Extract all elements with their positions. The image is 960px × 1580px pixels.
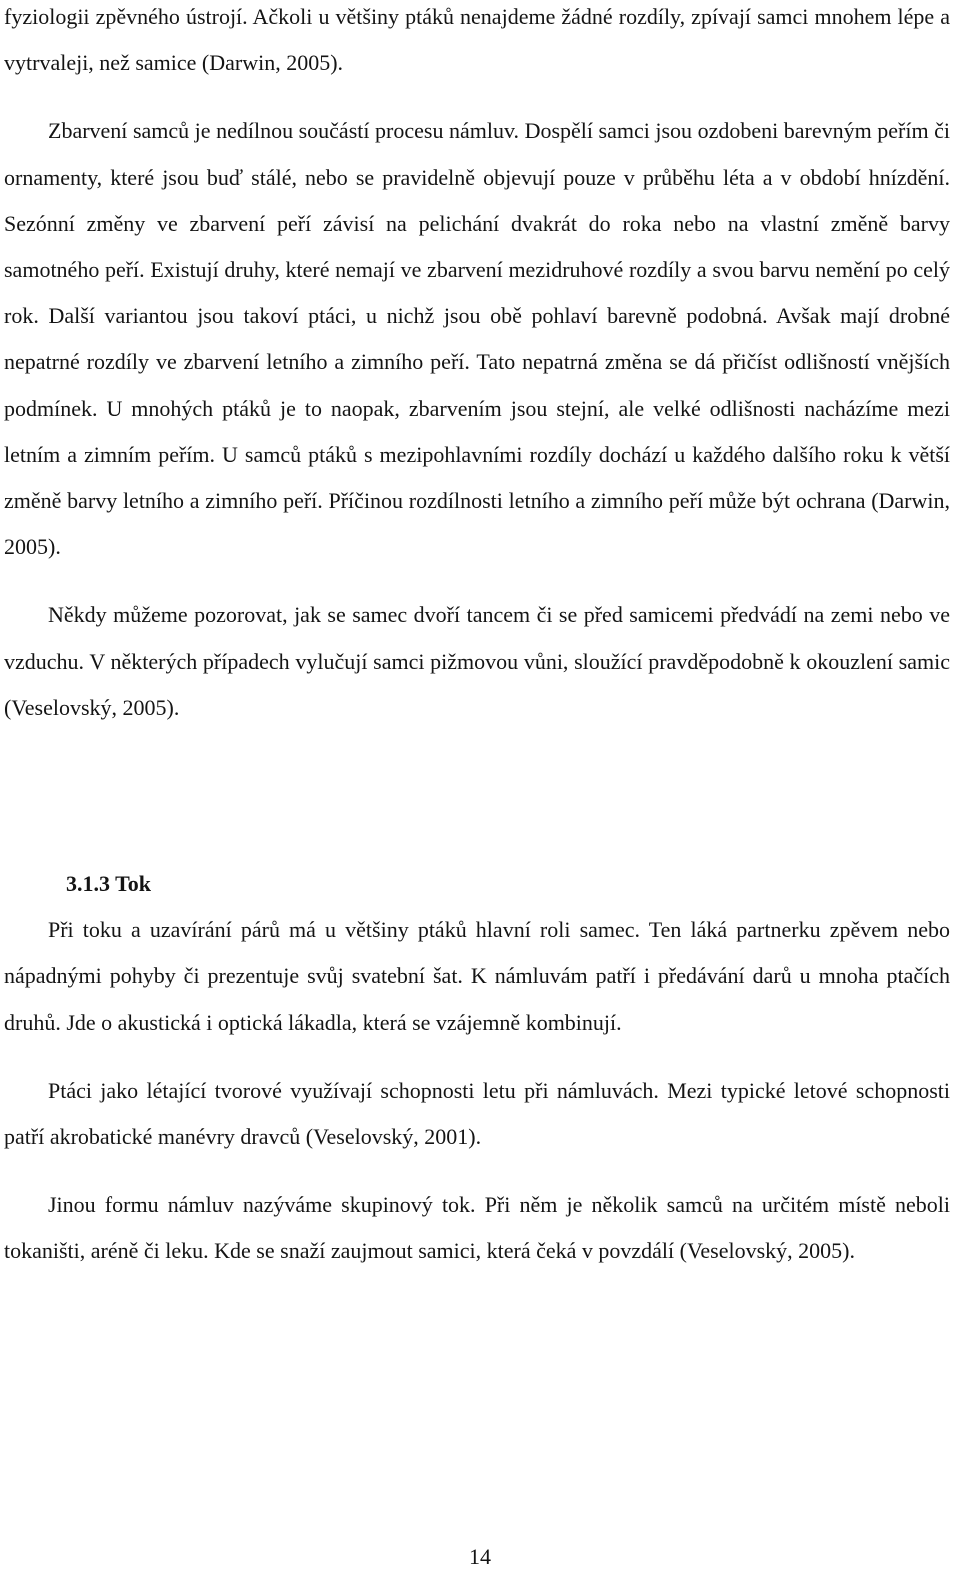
paragraph-courtship-role: Při toku a uzavírání párů má u většiny ptáků hlavní roli samec. Ten láká partnerku zpěvem nebo nápadnými pohyby či prezentuje svůj svatební šat. K námluvám patří i předávání darů u mnoha ptačích druhů. Jde o akustická i optická lákadla, která se vzájemně kombinují. bbox=[4, 917, 950, 1035]
paragraph-group-lek: Jinou formu námluv nazýváme skupinový tok. Při něm je několik samců na určitém místě neboli tokaništi, aréně či leku. Kde se snaží zaujmout samici, která čeká v povzdálí (Veselovský, 2005). bbox=[4, 1192, 950, 1264]
page-content bbox=[4, 0, 950, 1275]
paragraph-flight-courtship: Ptáci jako létající tvorové využívají schopnosti letu při námluvách. Mezi typické letové schopnosti patří akrobatické manévry dravců (Veselovský, 2001). bbox=[4, 1077, 950, 1150]
section-heading: 3.1.3 Tok bbox=[66, 871, 151, 897]
paragraph-male-coloration: Zbarvení samců je nedílnou součástí procesu námluv. Dospělí samci jsou ozdobeni barevným peřím či ornamenty, které jsou buď stálé, nebo se pravidelně objevují pouze v průběhu léta a v období hnízdění. Sezónní změny ve zbarvení peří závisí na pelichání dvakrát do roka nebo na vlastní změně barvy samotného peří. Existují druhy, které nemají ve zbarvení mezidruhové rozdíly a svou barvu nemění po celý rok. Další variantou jsou takoví ptáci, u nichž jsou obě pohlaví barevně podobná. Avšak mají drobné nepatrné rozdíly ve zbarvení letního a zimního peří. Tato nepatrná změna se dá přičíst odlišností vnějších podmínek. U mnohých ptáků je to naopak, zbarvením jsou stejní, ale velké odlišnosti nacházíme mezi letním a zimním peřím. U samců ptáků s mezipohlavními rozdíly dochází u každého dalšího roku k větší změně barvy letního a zimního peří. Příčinou rozdílnosti letního a zimního peří může být ochrana (Darwin, 2005). bbox=[4, 118, 950, 560]
paragraph-song-physiology: fyziologii zpěvného ústrojí. Ačkoli u většiny ptáků nenajdeme žádné rozdíly, zpívají samci mnohem lépe a vytrvaleji, než samice (Darwin, 2005). bbox=[4, 4, 950, 76]
page-number: 14 bbox=[469, 1544, 491, 1569]
paragraph-courtship-dance: Někdy můžeme pozorovat, jak se samec dvoří tancem či se před samicemi předvádí na zemi nebo ve vzduchu. V některých případech vylučují samci pižmovou vůni, sloužící pravděpodobně k okouzlení samic (Veselovský, 2005). bbox=[4, 602, 950, 720]
